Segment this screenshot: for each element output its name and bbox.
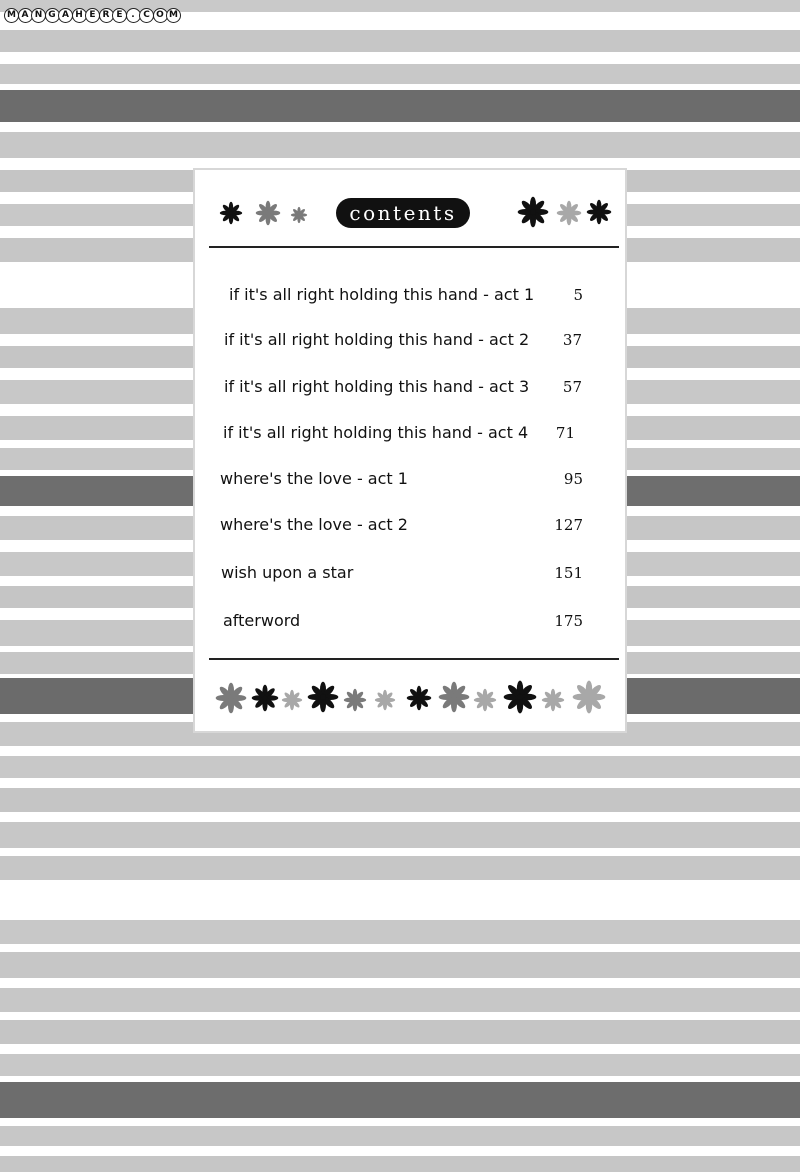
toc-entry [195, 464, 625, 494]
asterisk-flower-icon [407, 686, 431, 710]
stripe-light [0, 756, 800, 778]
asterisk-flower-icon [573, 681, 606, 714]
toc-entry-title: if it's all right holding this hand - act 2 [224, 330, 530, 349]
asterisk-flower-icon [220, 202, 242, 224]
stripe-light [0, 1020, 800, 1044]
toc-entry-page: 175 [554, 612, 583, 630]
asterisk-flower-icon [375, 690, 395, 710]
toc-entry-title: if it's all right holding this hand - act 3 [224, 377, 530, 396]
asterisk-flower-icon [282, 690, 302, 710]
asterisk-flower-icon [252, 685, 279, 712]
header-flowers-right [505, 190, 625, 234]
stripe-light [0, 1156, 800, 1172]
toc-entry-page: 5 [573, 286, 583, 304]
watermark-letter: G [45, 8, 60, 23]
stripe-light [0, 822, 800, 848]
asterisk-flower-icon [439, 682, 470, 713]
asterisk-flower-icon [308, 682, 339, 713]
site-watermark [4, 8, 184, 26]
stripe-light [0, 920, 800, 944]
toc-entry-title: where's the love - act 2 [220, 515, 408, 534]
watermark-letter: O [153, 8, 168, 23]
watermark-letter: E [85, 8, 100, 23]
watermark-letter: H [72, 8, 87, 23]
toc-entry-page: 71 [555, 424, 575, 442]
toc-entry [195, 372, 625, 402]
toc-entry-title: afterword [223, 611, 301, 630]
stripe-dark [0, 1082, 800, 1118]
toc-entry-page: 95 [563, 470, 583, 488]
asterisk-flower-icon [256, 201, 280, 225]
watermark-letter: R [99, 8, 114, 23]
stripe-light [0, 1126, 800, 1146]
contents-header [195, 190, 625, 234]
top-divider [209, 246, 619, 248]
watermark-letter: M [4, 8, 19, 23]
contents-heading: contents [349, 201, 457, 225]
asterisk-flower-icon [587, 200, 611, 224]
contents-heading-pill [336, 198, 470, 228]
footer-flowers [195, 672, 625, 722]
bottom-divider [209, 658, 619, 660]
contents-card [193, 168, 627, 733]
asterisk-flower-icon [344, 689, 366, 711]
stripe-light [0, 856, 800, 880]
stripe-light [0, 30, 800, 52]
toc-entry [195, 280, 625, 310]
asterisk-flower-icon [518, 197, 549, 228]
watermark-letter: C [139, 8, 154, 23]
asterisk-flower-icon [557, 201, 581, 225]
stripe-dark [0, 90, 800, 122]
toc-entry-title: wish upon a star [221, 563, 354, 582]
stripe-light [0, 1054, 800, 1076]
asterisk-flower-icon [216, 683, 247, 714]
watermark-letter: A [18, 8, 33, 23]
stripe-light [0, 132, 800, 158]
toc-entry-title: if it's all right holding this hand - act 4 [223, 423, 529, 442]
watermark-letter: . [126, 8, 141, 23]
toc-entry [195, 606, 625, 636]
watermark-letter: M [166, 8, 181, 23]
asterisk-flower-icon [504, 681, 537, 714]
watermark-letter: N [31, 8, 46, 23]
toc-entry [195, 510, 625, 540]
watermark-letter: A [58, 8, 73, 23]
toc-entry-page: 57 [562, 378, 582, 396]
toc-entry-page: 37 [562, 331, 582, 349]
stripe-light [0, 988, 800, 1012]
stripe-light [0, 952, 800, 978]
toc-entry-title: where's the love - act 1 [220, 469, 408, 488]
toc-entry-page: 127 [554, 516, 583, 534]
asterisk-flower-icon [474, 689, 496, 711]
toc-entry-page: 151 [554, 564, 583, 582]
toc-entry [195, 325, 625, 355]
asterisk-flower-icon [542, 689, 564, 711]
stripe-light [0, 788, 800, 812]
asterisk-flower-icon [291, 207, 307, 223]
toc-entry [195, 418, 625, 448]
watermark-letter: E [112, 8, 127, 23]
toc-entry-title: if it's all right holding this hand - act 1 [229, 285, 535, 304]
header-flowers-left [195, 190, 335, 234]
stripe-light [0, 64, 800, 84]
toc-entry [195, 558, 625, 588]
